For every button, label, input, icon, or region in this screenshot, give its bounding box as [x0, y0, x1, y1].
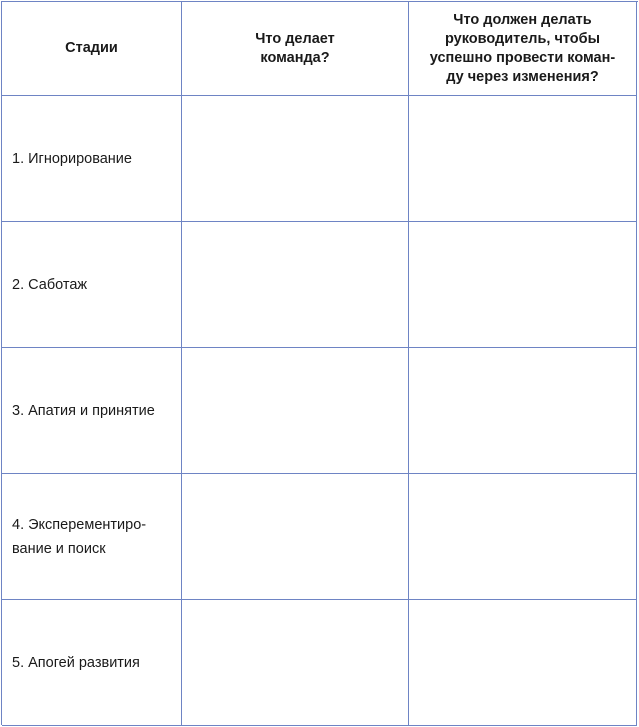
manager-actions-cell-3[interactable]	[409, 348, 637, 474]
team-actions-cell-5[interactable]	[182, 600, 409, 726]
stage-label-5: 5. Апогей развития	[12, 654, 140, 671]
header-manager-actions	[409, 2, 637, 96]
stages-table	[1, 1, 638, 725]
header-stages	[2, 2, 182, 96]
stage-cell-4	[2, 474, 182, 600]
header-team-actions-label: Что делает команда?	[255, 30, 335, 66]
stage-cell-5	[2, 600, 182, 726]
stage-label-3: 3. Апатия и принятие	[12, 402, 155, 419]
header-team-actions	[182, 2, 409, 96]
stage-cell-2	[2, 222, 182, 348]
stage-cell-3	[2, 348, 182, 474]
team-actions-cell-4[interactable]	[182, 474, 409, 600]
stage-label-2: 2. Саботаж	[12, 276, 88, 293]
stage-cell-1	[2, 96, 182, 222]
team-actions-cell-2[interactable]	[182, 222, 409, 348]
stage-label-4: 4. Эксперементиро- вание и поиск	[12, 516, 147, 557]
manager-actions-cell-4[interactable]	[409, 474, 637, 600]
manager-actions-cell-5[interactable]	[409, 600, 637, 726]
team-actions-cell-1[interactable]	[182, 96, 409, 222]
header-manager-actions-label: Что должен делать руководитель, чтобы успешно провести коман- ду через изменения?	[429, 11, 616, 85]
stage-label-1: 1. Игнорирование	[12, 150, 132, 167]
team-actions-cell-3[interactable]	[182, 348, 409, 474]
header-stages-label: Стадии	[65, 40, 118, 56]
manager-actions-cell-1[interactable]	[409, 96, 637, 222]
manager-actions-cell-2[interactable]	[409, 222, 637, 348]
